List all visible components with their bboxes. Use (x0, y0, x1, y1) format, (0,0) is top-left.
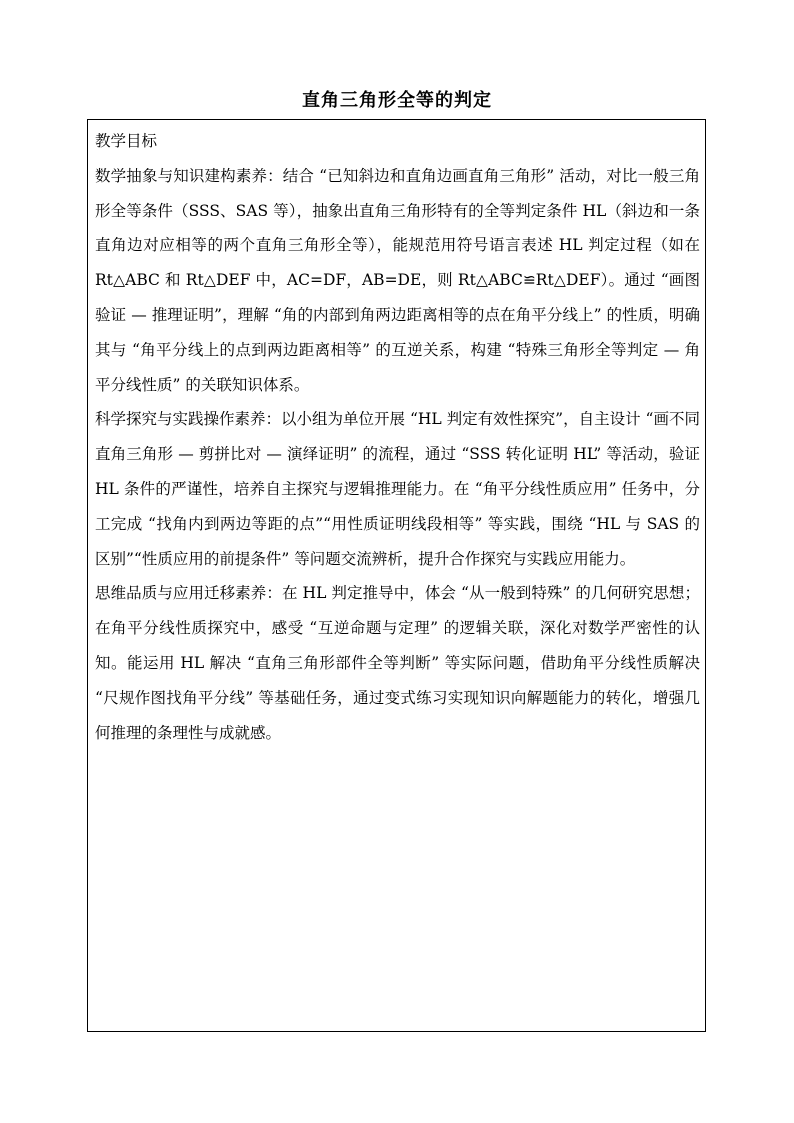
objectives-table-cell (87, 119, 706, 1032)
objective-paragraph-abstraction: 数学抽象与知识建构素养：结合 “已知斜边和直角边画直角三角形” 活动，对比一般三角形全等条件（SSS、SAS 等），抽象出直角三角形特有的全等判定条件 HL（斜边和一条直角边对应相等的两个直角三角形全等），能规范用符号语言表述 HL 判定过程（如在 Rt△ABC 和 Rt△DEF 中，AC=DF，AB=DE，则 Rt△ABC≌Rt△DEF）。通过 “画图验证 — 推理证明”，理解 “角的内部到角两边距离相等的点在角平分线上” 的性质，明确其与 “角平分线上的点到两边距离相等” 的互逆关系，构建 “特殊三角形全等判定 — 角平分线性质” 的关联知识体系。 (95, 166, 700, 394)
objectives-heading: 教学目标 (95, 132, 158, 150)
objective-paragraph-inquiry: 科学探究与实践操作素养：以小组为单位开展 “HL 判定有效性探究”，自主设计 “画不同直角三角形 — 剪拼比对 — 演绎证明” 的流程，通过 “SSS 转化证明 HL” 等活动，验证 HL 条件的严谨性，培养自主探究与逻辑推理能力。在 “角平分线性质应用” 任务中，分工完成 “找角内到两边等距的点”“用性质证明线段相等” 等实践，围绕 “HL 与 SAS 的区别”“性质应用的前提条件” 等问题交流辨析，提升合作探究与实践应用能力。 (95, 410, 700, 568)
objective-paragraph-thinking: 思维品质与应用迁移素养：在 HL 判定推导中，体会 “从一般到特殊” 的几何研究思想；在角平分线性质探究中，感受 “互逆命题与定理” 的逻辑关联，深化对数学严密性的认知。能运用 HL 解决 “直角三角形部件全等判断” 等实际问题，借助角平分线性质解决 “尺规作图找角平分线” 等基础任务，通过变式练习实现知识向解题能力的转化，增强几何推理的条理性与成就感。 (95, 584, 700, 742)
document-title: 直角三角形全等的判定 (302, 90, 492, 111)
objectives-content (95, 124, 700, 750)
